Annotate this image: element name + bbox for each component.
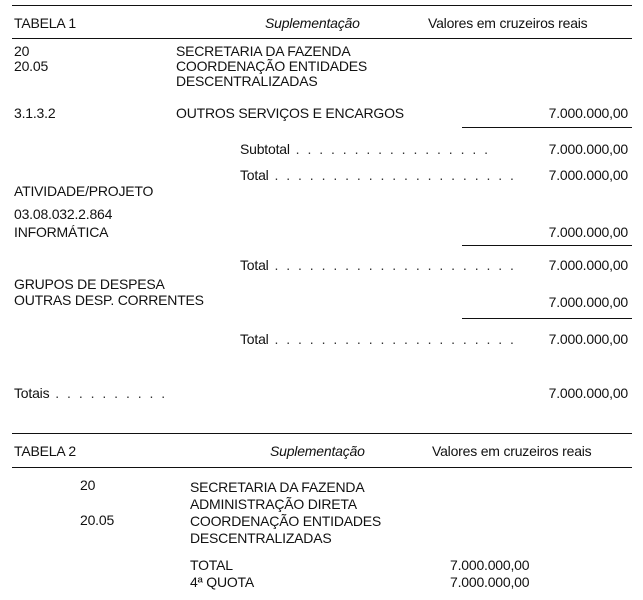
table1-code-2005: 20.05 bbox=[14, 58, 49, 74]
table1-rule-2 bbox=[462, 245, 632, 246]
table2-code-2005: 20.05 bbox=[80, 512, 115, 528]
table1-rule-3 bbox=[462, 318, 632, 319]
table1-grupos-despesa: GRUPOS DE DESPESA bbox=[14, 276, 165, 292]
table1-atividade-code: 03.08.032.2.864 bbox=[14, 206, 113, 222]
table1-total1-text: Total bbox=[240, 167, 269, 183]
table1-totais-value: 7.000.000,00 bbox=[548, 385, 628, 401]
table1-label: TABELA 1 bbox=[14, 15, 76, 31]
table1-total3-value: 7.000.000,00 bbox=[548, 331, 628, 347]
table1-desc-outros: OUTROS SERVIÇOS E ENCARGOS bbox=[176, 105, 404, 121]
table1-subtotal-text: Subtotal bbox=[240, 141, 290, 157]
table2-col-suplementacao: Suplementação bbox=[270, 443, 365, 459]
table2-desc-coordenacao: COORDENAÇÃO ENTIDADES bbox=[190, 513, 382, 529]
table1-outras-desp: OUTRAS DESP. CORRENTES bbox=[14, 292, 204, 308]
leader-dots: . . . . . . . . . . bbox=[49, 385, 168, 401]
table2-label: TABELA 2 bbox=[14, 443, 76, 459]
table2-desc-secretaria: SECRETARIA DA FAZENDA bbox=[190, 479, 365, 495]
table1-desc-coordenacao: COORDENAÇÃO ENTIDADES bbox=[176, 58, 368, 74]
table1-informatica: INFORMÁTICA bbox=[14, 224, 109, 240]
table1-total2-text: Total bbox=[240, 257, 269, 273]
table1-total1-label bbox=[240, 168, 516, 182]
table2-total-value: 7.000.000,00 bbox=[450, 557, 530, 573]
table1-totais-label bbox=[14, 386, 167, 400]
table2-desc-quota: 4ª QUOTA bbox=[190, 574, 254, 590]
table2-top-rule bbox=[12, 433, 632, 434]
leader-dots: . . . . . . . . . . . . . . . . . . . . . bbox=[268, 167, 516, 183]
table2-desc-administracao: ADMINISTRAÇÃO DIRETA bbox=[190, 496, 357, 512]
leader-dots: . . . . . . . . . . . . . . . . . bbox=[289, 141, 491, 157]
table2-desc-total: TOTAL bbox=[190, 557, 233, 573]
table1-outras-value: 7.000.000,00 bbox=[548, 294, 628, 310]
table2-col-valores: Valores em cruzeiros reais bbox=[432, 443, 592, 459]
table1-rule-1 bbox=[462, 127, 632, 128]
table1-informatica-value: 7.000.000,00 bbox=[548, 224, 628, 240]
table1-total2-label bbox=[240, 258, 516, 272]
table1-code-20: 20 bbox=[14, 43, 30, 59]
table1-top-rule bbox=[12, 5, 632, 6]
table1-total2-value: 7.000.000,00 bbox=[548, 257, 628, 273]
table1-total3-label bbox=[240, 332, 516, 346]
table1-desc-descentralizadas: DESCENTRALIZADAS bbox=[176, 73, 318, 89]
table1-col-suplementacao: Suplementação bbox=[265, 15, 360, 31]
table2-code-20: 20 bbox=[80, 477, 96, 493]
table1-header-rule bbox=[12, 38, 632, 39]
table1-total1-value: 7.000.000,00 bbox=[548, 167, 628, 183]
table1-atividade-projeto: ATIVIDADE/PROJETO bbox=[14, 183, 154, 199]
leader-dots: . . . . . . . . . . . . . . . . . . . . . bbox=[268, 331, 516, 347]
leader-dots: . . . . . . . . . . . . . . . . . . . . . bbox=[268, 257, 516, 273]
table1-desc-secretaria: SECRETARIA DA FAZENDA bbox=[176, 43, 351, 59]
table2-header-rule bbox=[12, 467, 632, 468]
table1-totais-text: Totais bbox=[14, 385, 50, 401]
table1-col-valores: Valores em cruzeiros reais bbox=[428, 15, 588, 31]
table1-value-main: 7.000.000,00 bbox=[548, 105, 628, 121]
table1-subtotal-value: 7.000.000,00 bbox=[548, 141, 628, 157]
table1-code-3132: 3.1.3.2 bbox=[14, 105, 56, 121]
table2-quota-value: 7.000.000,00 bbox=[450, 574, 530, 590]
table1-subtotal-label bbox=[240, 142, 490, 156]
table1-total3-text: Total bbox=[240, 331, 269, 347]
table2-desc-descentralizadas: DESCENTRALIZADAS bbox=[190, 530, 332, 546]
